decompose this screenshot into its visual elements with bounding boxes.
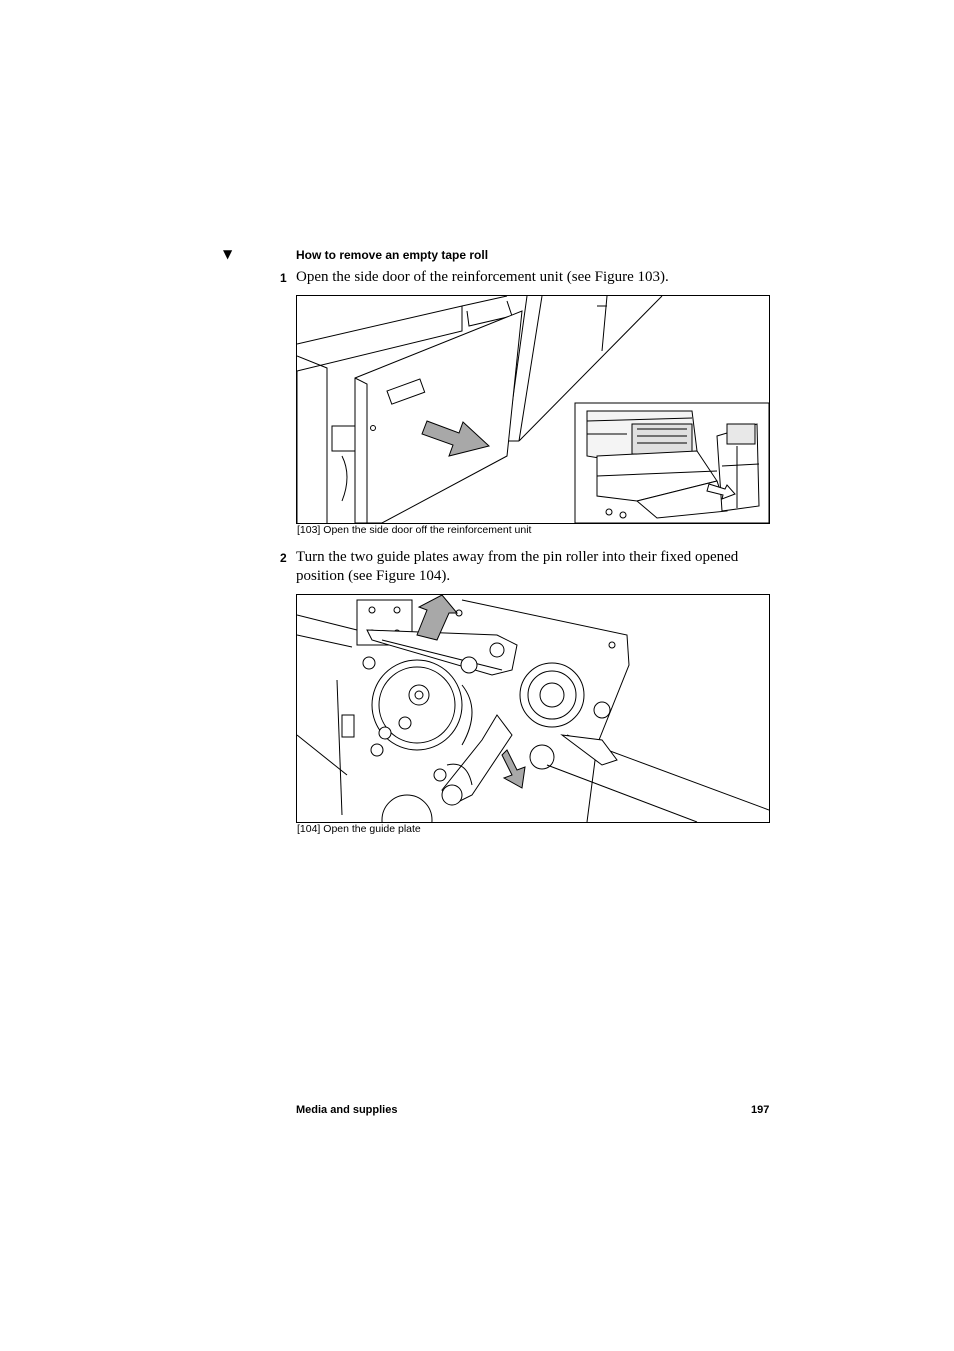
support-arm — [547, 735, 769, 822]
pin-roller — [363, 657, 472, 756]
side-door — [355, 311, 522, 523]
footer-section-title: Media and supplies — [296, 1104, 398, 1116]
section-heading: How to remove an empty tape roll — [296, 248, 489, 262]
figure-104-illustration — [297, 595, 769, 822]
figure-103-illustration — [297, 296, 769, 523]
step-2-text-line-1: Turn the two guide plates away from the pin roller into their fixed opened — [296, 549, 739, 565]
figure-103-caption: [103] Open the side door off the reinforcement unit — [297, 524, 532, 536]
figure-104-caption: [104] Open the guide plate — [297, 823, 421, 835]
figure-103 — [296, 295, 770, 524]
footer-page-number: 197 — [751, 1104, 770, 1116]
guide-plate-down-arrow-icon — [502, 750, 525, 788]
figure-104 — [296, 594, 770, 823]
step-2-number: 2 — [280, 551, 287, 565]
step-1-number: 1 — [280, 271, 287, 285]
section-marker-icon: ▼ — [223, 247, 233, 261]
step-1-text: Open the side door of the reinforcement unit (see Figure 103). — [296, 269, 669, 285]
overview-inset — [575, 403, 769, 523]
step-2-text-line-2: position (see Figure 104). — [296, 568, 451, 584]
